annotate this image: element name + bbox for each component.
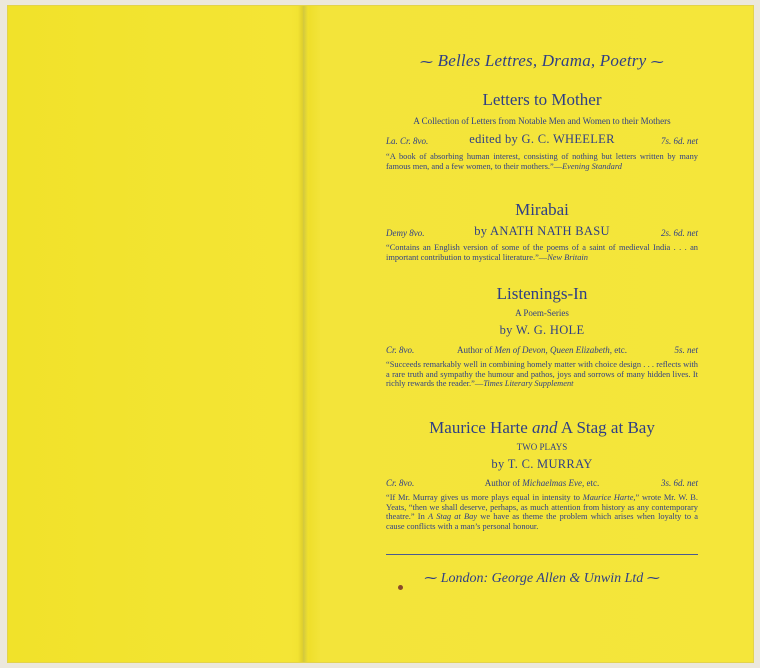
jacket-fold (298, 6, 308, 662)
ornament-right-icon: ⁓ (650, 54, 664, 69)
book-credit: by ANATH NATH BASU (474, 224, 610, 238)
review-source: Evening Standard (562, 161, 622, 171)
book-title: Letters to Mother (482, 90, 602, 109)
book-title-part-b: A Stag at Bay (560, 418, 655, 437)
book-credit: by W. G. HOLE (499, 323, 585, 337)
author-prefix: Author of (484, 478, 520, 488)
review-source: Times Literary Supplement (483, 379, 574, 389)
author-works: Michaelmas Eve, (522, 478, 585, 488)
review-text: ” wrote Mr. W. B. Yeats, “then we shall deserve, perhaps, as much attention from history as any contemporary theatre.” In (386, 493, 698, 522)
divider-rule (386, 554, 698, 555)
book-title: Listenings-In (496, 284, 588, 303)
author-works: Men of Devon, Queen Elizabeth, (494, 345, 612, 355)
review-text: “If Mr. Murray gives us more plays equal in intensity to (386, 493, 583, 502)
book-title (386, 418, 698, 438)
publisher-name: London: George Allen & Unwin Ltd (440, 571, 644, 586)
book-title-and: and (532, 418, 558, 437)
book-author-of (386, 345, 698, 355)
book-credit: edited by G. C. WHEELER (469, 132, 615, 146)
book-credit: by T. C. MURRAY (491, 457, 593, 471)
book-subtitle: TWO PLAYS (516, 442, 568, 452)
review-text: “Succeeds remarkably well in combining homely matter with choice design . . . reflects with a rare truth and sympathy the humour and pathos, joys and sorrows of many hidden lives. It richly rewards the reader.”— (386, 360, 698, 389)
review-quote (386, 360, 698, 389)
review-quote (386, 493, 698, 531)
book-price: 3s. 6d. net (661, 478, 698, 488)
book-format: Cr. 8vo. (386, 345, 415, 355)
section-header (386, 51, 698, 71)
book-subtitle: A Poem-Series (515, 308, 569, 318)
book-author-of (386, 478, 698, 488)
review-source: New Britain (547, 252, 588, 262)
book-format: Cr. 8vo. (386, 478, 415, 488)
paper-spot (398, 585, 403, 590)
review-text: we have as theme the problem which arises when loyalty to a cause conflicts with a man’s personal honour. (386, 512, 699, 531)
author-prefix: Author of (457, 345, 493, 355)
ornament-right-icon: ⁓ (646, 570, 660, 585)
ornament-left-icon: ⁓ (424, 570, 438, 585)
book-subtitle: A Collection of Letters from Notable Men and Women to their Mothers (413, 116, 671, 126)
book-price: 5s. net (674, 345, 698, 355)
ornament-left-icon: ⁓ (420, 54, 434, 69)
review-italic: Maurice Harte, (582, 493, 636, 502)
author-suffix: etc. (586, 478, 600, 488)
review-text: “Contains an English version of some of the poems of a saint of medieval India . . . an important contribution to mystical literature.”— (386, 243, 698, 262)
book-title-part-a: Maurice Harte (429, 418, 528, 437)
book-price: 2s. 6d. net (661, 228, 698, 238)
book-format: La. Cr. 8vo. (386, 136, 429, 146)
book-price: 7s. 6d. net (661, 136, 698, 146)
publisher-imprint (386, 570, 698, 587)
book-title: Mirabai (515, 200, 569, 219)
advertisement-panel (386, 40, 698, 640)
section-header-text: Belles Lettres, Drama, Poetry (437, 51, 647, 70)
review-quote (386, 152, 698, 171)
author-suffix: etc. (614, 345, 627, 355)
book-format: Demy 8vo. (386, 228, 425, 238)
review-text: “A book of absorbing human interest, consisting of nothing but letters written by many famous men, and a few women, to their mothers.”— (386, 152, 698, 171)
review-quote (386, 243, 698, 262)
review-italic: A Stag at Bay (428, 512, 478, 522)
